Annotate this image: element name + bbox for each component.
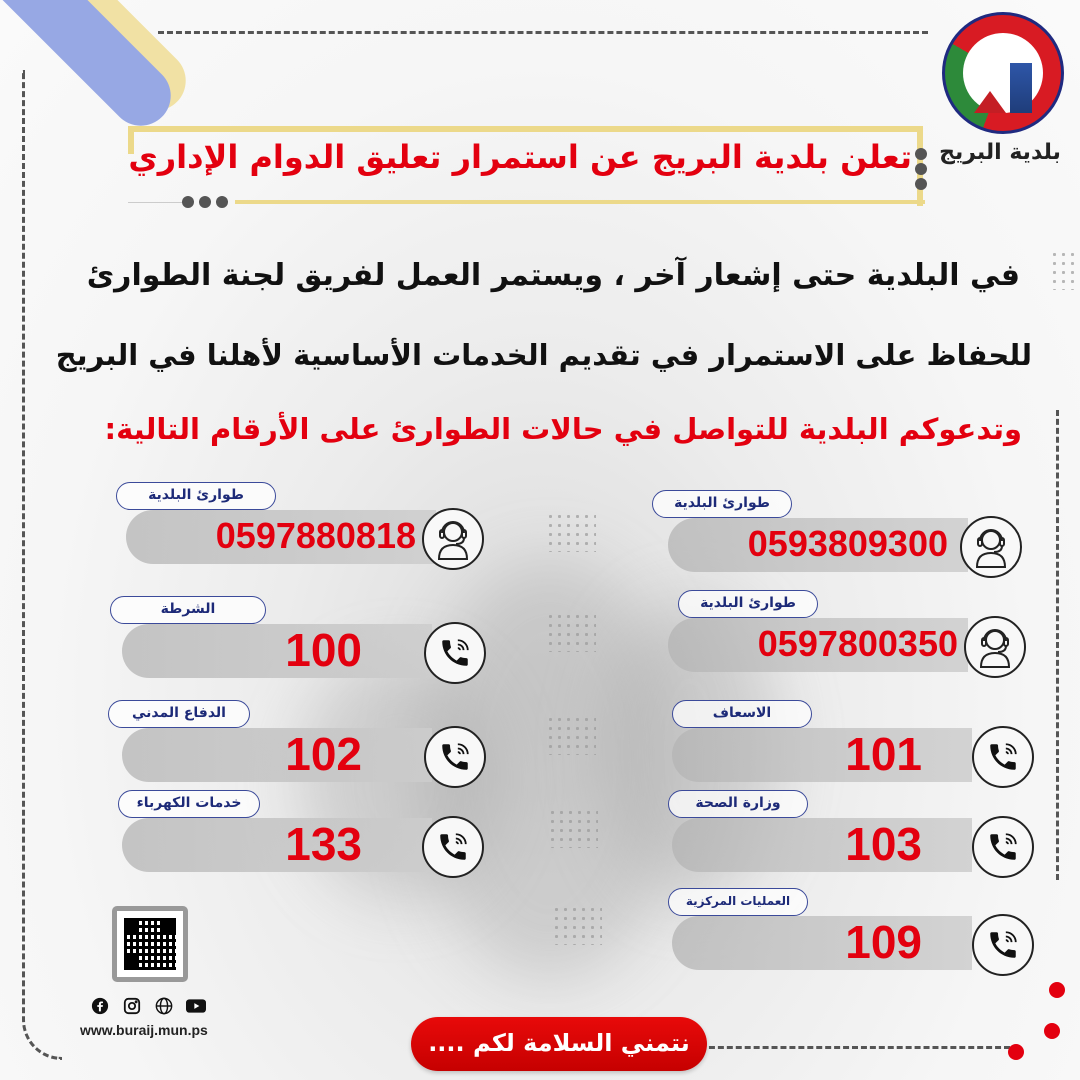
contact-icon-circle (422, 816, 484, 878)
contact-number[interactable]: 101 (845, 728, 922, 780)
youtube-icon[interactable] (186, 996, 206, 1016)
decor-red-dot (1049, 982, 1065, 998)
contact-icon-circle (424, 726, 486, 788)
contact-card (122, 790, 492, 886)
decor-dot-grid (548, 808, 598, 848)
contact-label: طوارئ البلدية (652, 490, 792, 518)
contact-icon-circle (972, 816, 1034, 878)
contact-label: طوارئ البلدية (678, 590, 818, 618)
decor-red-dot (1008, 1044, 1024, 1060)
contact-card (672, 888, 1032, 984)
website-link[interactable]: www.buraij.mun.ps (80, 1022, 208, 1038)
contact-number[interactable]: 0597800350 (757, 623, 958, 664)
dashed-border-right (1056, 410, 1059, 880)
phone-ringing-icon (986, 928, 1020, 962)
dashed-border-left (22, 70, 62, 1060)
contact-icon-circle (964, 616, 1026, 678)
phone-ringing-icon (438, 636, 472, 670)
body-line-1: في البلدية حتى إشعار آخر ، ويستمر العمل لفريق لجنة الطوارئ (86, 258, 1020, 293)
body-line-3: وتدعوكم البلدية للتواصل في حالات الطوارئ على الأرقام التالية: (104, 412, 1022, 446)
phone-ringing-icon (438, 740, 472, 774)
contact-card (122, 700, 492, 796)
body-line-2: للحفاظ على الاستمرار في تقديم الخدمات الأساسية لأهلنا في البريج (55, 338, 1032, 372)
title-underline-thin (128, 202, 188, 203)
contact-icon-circle (972, 726, 1034, 788)
contact-number[interactable]: 0593809300 (747, 523, 948, 564)
qr-code[interactable] (112, 906, 188, 982)
contact-number[interactable]: 100 (285, 624, 362, 676)
phone-ringing-icon (436, 830, 470, 864)
page-title: تعلن بلدية البريج عن استمرار تعليق الدوام الإداري (128, 138, 912, 176)
decor-dot-grid (1050, 250, 1080, 290)
decor-dot (915, 178, 927, 190)
qr-pattern (124, 918, 176, 970)
globe-icon[interactable] (154, 996, 174, 1016)
contact-card (672, 790, 1032, 886)
municipality-logo (942, 12, 1064, 134)
headset-agent-icon (434, 518, 472, 560)
contact-card (668, 490, 1028, 586)
decor-dot (182, 196, 194, 208)
title-underline (235, 200, 925, 204)
contact-icon-circle (424, 622, 486, 684)
facebook-icon[interactable] (90, 996, 110, 1016)
logo-building-icon (1010, 63, 1032, 113)
contact-icon-circle (972, 914, 1034, 976)
decor-dot (199, 196, 211, 208)
decor-dot-grid (552, 905, 602, 945)
contact-card (668, 590, 1028, 686)
contact-label: العمليات المركزية (668, 888, 808, 916)
headset-agent-icon (972, 526, 1010, 568)
contact-label: الشرطة (110, 596, 266, 624)
decor-dot-grid (546, 612, 596, 652)
contact-label: وزارة الصحة (668, 790, 808, 818)
contact-number[interactable]: 109 (845, 916, 922, 968)
phone-ringing-icon (986, 830, 1020, 864)
dashed-border-bottom (700, 1046, 1010, 1049)
decor-red-dot (1044, 1023, 1060, 1039)
contact-number[interactable]: 103 (845, 818, 922, 870)
decor-dot (216, 196, 228, 208)
logo-pyramid-icon (974, 91, 1006, 113)
contact-label: الاسعاف (672, 700, 812, 728)
decor-dot (915, 148, 927, 160)
instagram-icon[interactable] (122, 996, 142, 1016)
social-links (90, 996, 206, 1016)
contact-number[interactable]: 102 (285, 728, 362, 780)
contact-icon-circle (960, 516, 1022, 578)
headset-agent-icon (976, 626, 1014, 668)
contact-card (122, 596, 492, 692)
logo-emblem (963, 33, 1043, 113)
contact-label: طوارئ البلدية (116, 482, 276, 510)
contact-card (126, 482, 496, 578)
contact-label: الدفاع المدني (108, 700, 250, 728)
dashed-border-top (158, 31, 928, 34)
contact-card (672, 700, 1032, 796)
municipality-name: بلدية البريج (939, 140, 1061, 165)
contact-label: خدمات الكهرباء (118, 790, 260, 818)
decor-dot-grid (546, 512, 596, 552)
closing-message-pill: نتمني السلامة لكم .... (411, 1017, 707, 1071)
contact-icon-circle (422, 508, 484, 570)
decor-dot (915, 163, 927, 175)
decor-dot-grid (546, 715, 596, 755)
phone-ringing-icon (986, 740, 1020, 774)
contact-number[interactable]: 0597880818 (215, 515, 416, 556)
contact-number[interactable]: 133 (285, 818, 362, 870)
